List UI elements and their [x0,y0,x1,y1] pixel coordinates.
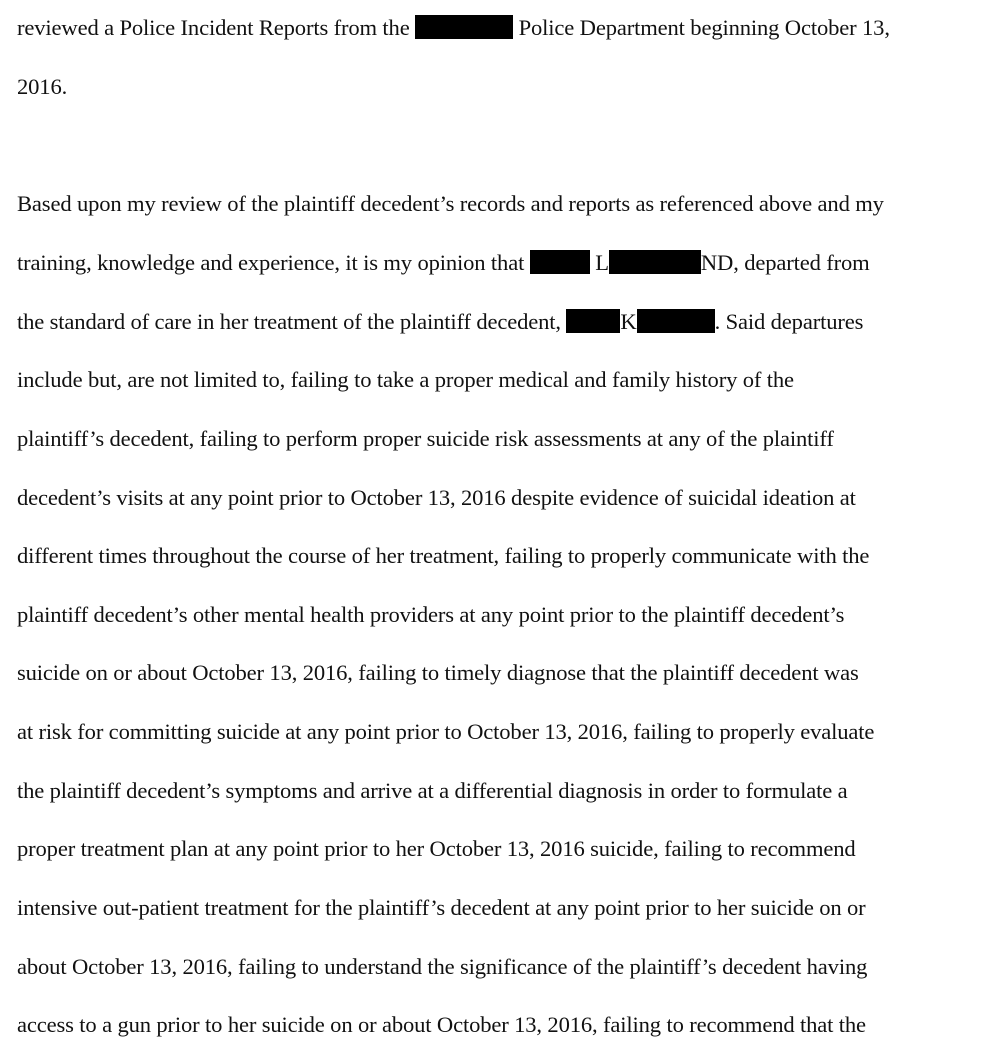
paragraph-2-line-10: at risk for committing suicide at any point prior to October 13, 2016, failing to properly evaluate [17,719,875,744]
paragraph-2-line-3 [17,305,863,339]
paragraph-2-line-14: about October 13, 2016, failing to understand the significance of the plaintiff’s decedent having [17,954,868,979]
paragraph-2-line-8: plaintiff decedent’s other mental health providers at any point prior to the plaintiff decedent’s [17,602,845,627]
redaction-block [530,250,590,274]
text-segment: L [589,250,609,275]
text-segment: . Said departures [714,309,864,334]
text-segment: ND, departed from [700,250,870,275]
redaction-block [566,309,620,333]
redaction-block [637,309,715,333]
paragraph-2-line-11: the plaintiff decedent’s symptoms and arrive at a differential diagnosis in order to formulate a [17,778,848,803]
text-segment: K [620,309,637,334]
text-segment: reviewed a Police Incident Reports from the [17,15,416,40]
paragraph-2-line-1: Based upon my review of the plaintiff decedent’s records and reports as referenced above and my [17,191,884,216]
text-segment: training, knowledge and experience, it is my opinion that [17,250,530,275]
paragraph-2-line-13: intensive out-patient treatment for the plaintiff’s decedent at any point prior to her suicide on or [17,895,866,920]
paragraph-2-line-15: access to a gun prior to her suicide on or about October 13, 2016, failing to recommend that the [17,1012,866,1037]
paragraph-2-line-12: proper treatment plan at any point prior to her October 13, 2016 suicide, failing to recommend [17,836,856,861]
paragraph-2-line-4: include but, are not limited to, failing to take a proper medical and family history of the [17,367,794,392]
text-segment: the standard of care in her treatment of the plaintiff decedent, [17,309,567,334]
paragraph-2-line-5: plaintiff’s decedent, failing to perform proper suicide risk assessments at any of the plaintiff [17,426,834,451]
paragraph-1-line-1 [17,11,890,45]
paragraph-1-line-2: 2016. [17,74,68,99]
text-segment: Police Department beginning October 13, [513,15,890,40]
redaction-block [609,250,701,274]
paragraph-2-line-6: decedent’s visits at any point prior to October 13, 2016 despite evidence of suicidal ideation at [17,485,856,510]
paragraph-2-line-7: different times throughout the course of her treatment, failing to properly communicate with the [17,543,870,568]
redaction-block [415,15,513,39]
paragraph-2-line-9: suicide on or about October 13, 2016, failing to timely diagnose that the plaintiff decedent was [17,660,859,685]
paragraph-2-line-2 [17,246,870,280]
